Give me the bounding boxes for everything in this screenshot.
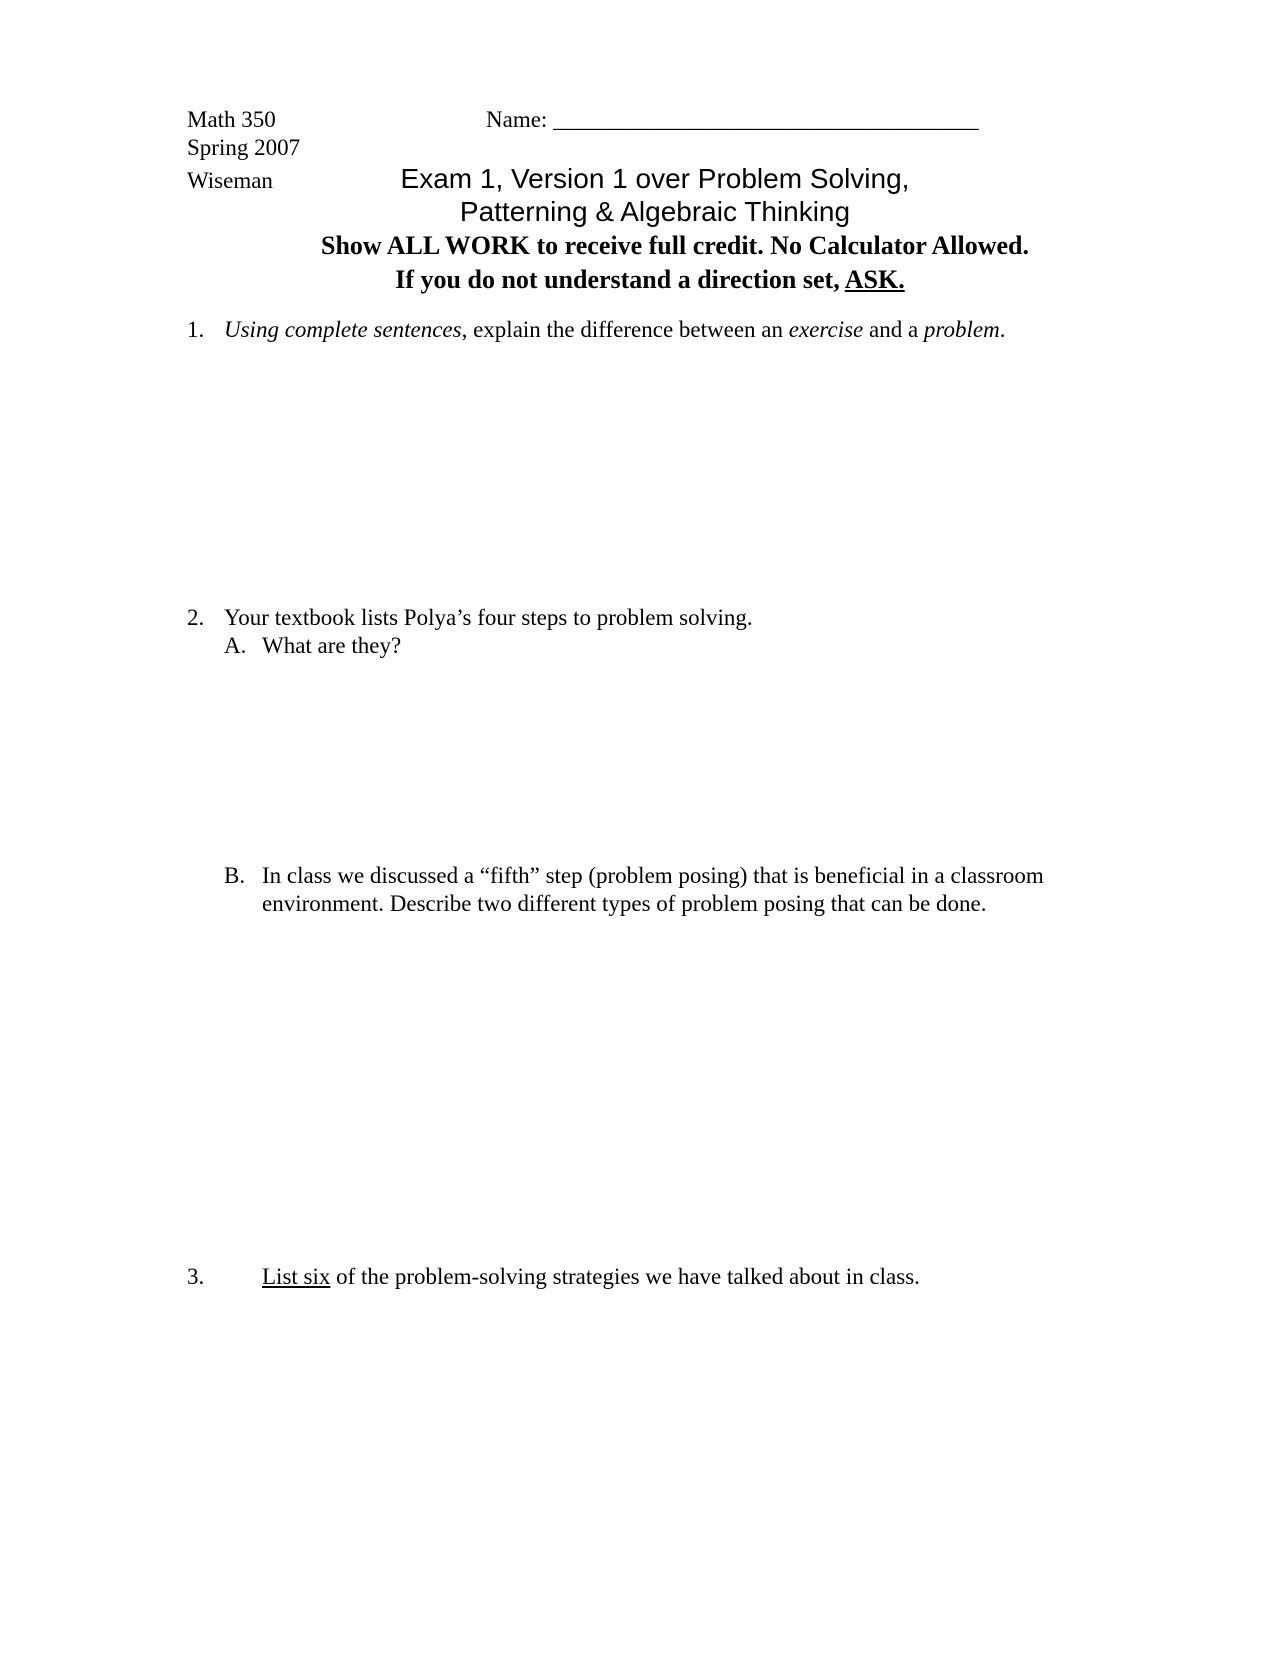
q2-partA-label: A. [224, 633, 247, 658]
exam-title-line1: Exam 1, Version 1 over Problem Solving, [400, 163, 910, 194]
q1-text [224, 316, 1005, 344]
name-label: Name: [486, 107, 548, 132]
q1-italic-lead: Using complete sentences [224, 317, 462, 342]
instructions-line2 [0, 264, 1280, 296]
q3-text [262, 1263, 920, 1291]
course-label: Math 350 [187, 107, 276, 132]
exam-title-line2: Patterning & Algebraic Thinking [459, 196, 851, 227]
ask-emphasis: ASK. [844, 265, 905, 294]
name-field[interactable] [486, 106, 979, 134]
q1-word-problem: problem [923, 317, 1000, 342]
q2-partA-text: What are they? [262, 633, 402, 658]
q3-underlined-list-six: List six [262, 1264, 331, 1289]
q1-text-end: . [999, 317, 1006, 342]
q2-partB-label: B. [224, 863, 246, 888]
q2-partB-line2: environment. Describe two different types of problem posing that can be done. [262, 891, 987, 916]
q1-text-mid: , explain the difference between an [461, 317, 789, 342]
q1-text-and: and a [863, 317, 924, 342]
instructions-line1: Show ALL WORK to receive full credit. No Calculator Allowed. [320, 231, 1029, 260]
q3-number: 3. [187, 1264, 205, 1289]
instructions-line2-text: If you do not understand a direction set, [395, 265, 845, 294]
q1-word-exercise: exercise [788, 317, 864, 342]
name-blank-line: _____________________________________ [553, 107, 979, 132]
instructor-label: Wiseman [187, 168, 273, 193]
q2-text: Your textbook lists Polya’s four steps to problem solving. [224, 605, 753, 630]
term-label: Spring 2007 [187, 135, 301, 160]
q1-number: 1. [187, 317, 205, 342]
q2-partB-line1: In class we discussed a “fifth” step (problem posing) that is beneficial in a classroom [262, 863, 1044, 888]
q2-number: 2. [187, 605, 205, 630]
q3-text-rest: of the problem-solving strategies we have talked about in class. [330, 1264, 920, 1289]
